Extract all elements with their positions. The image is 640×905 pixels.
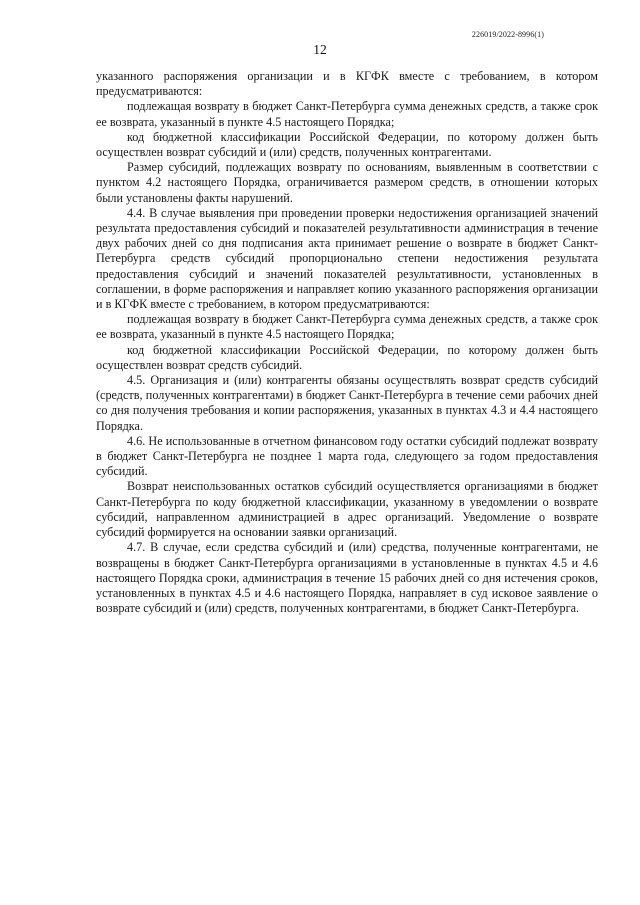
- paragraph-clause-4-5: 4.5. Организация и (или) контрагенты обязаны осуществлять возврат средств субсидий (средств, полученных контрагентами) в бюджет Санкт-Петербурга в течение семи рабочих дней со дня получения требования и копии распоряжения, указанных в пунктах 4.3 и 4.4 настоящего Порядка.: [96, 373, 598, 433]
- paragraph-unused-refund: Возврат неиспользованных остатков субсидий осуществляется организациями в бюджет Санкт-Петербурга по коду бюджетной классификации, указанному в уведомлении о возврате субсидий, направленном администрацией в адрес организаций. Уведомление о возврате субсидий формируется на основании заявки организаций.: [96, 479, 598, 540]
- paragraph-clause-4-7: 4.7. В случае, если средства субсидий и (или) средства, полученные контрагентами, не возвращены в бюджет Санкт-Петербурга организациями в установленные в пунктах 4.5 и 4.6 настоящего Порядка сроки, администрация в течение 15 рабочих дней со дня истечения сроков, установленных в пунктах 4.5 и 4.6 настоящего Порядка, направляет в суд исковое заявление о возврате субсидий и (или) средств, полученных контрагентами, в бюджет Санкт-Петербурга.: [96, 540, 598, 616]
- paragraph-budget-code-2: код бюджетной классификации Российской Федерации, по которому должен быть осуществлен возврат средств субсидий.: [96, 342, 598, 372]
- document-body: [96, 69, 598, 616]
- paragraph-budget-code: код бюджетной классификации Российской Федерации, по которому должен быть осуществлен возврат субсидий и (или) средств, полученных контрагентами.: [96, 129, 598, 160]
- paragraph-clause-4-4: 4.4. В случае выявления при проведении проверки недостижения организацией значений результата предоставления субсидий и показателей результативности администрация в течение двух рабочих дней со дня подписания акта принимает решение о возврате в бюджет Санкт-Петербурга средств субсидий пропорционально степени недостижения результата предоставления субсидий и значений показателей результативности, установленных в соглашении, в форме распоряжения и направляет копию указанного распоряжения организации и в КГФК вместе с требованием, в котором предусматриваются:: [96, 205, 598, 312]
- paragraph-refund-amount: подлежащая возврату в бюджет Санкт-Петербурга сумма денежных средств, а также срок ее возврата, указанный в пункте 4.5 настоящего Порядка;: [96, 99, 598, 129]
- page-number: 12: [313, 42, 327, 57]
- paragraph-continuation: указанного распоряжения организации и в КГФК вместе с требованием, в котором предусматриваются:: [96, 69, 598, 99]
- paragraph-clause-4-6: 4.6. Не использованные в отчетном финансовом году остатки субсидий подлежат возврату в бюджет Санкт-Петербурга не позднее 1 марта года, следующего за годом предоставления субсидий.: [96, 433, 598, 479]
- document-id: 226019/2022-8996(1): [471, 30, 544, 39]
- paragraph-subsidy-size: Размер субсидий, подлежащих возврату по основаниям, выявленным в соответствии с пунктом 4.2 настоящего Порядка, ограничивается размером средств, в отношении которых были установлены факты нарушений.: [96, 160, 598, 205]
- paragraph-refund-amount-2: подлежащая возврату в бюджет Санкт-Петербурга сумма денежных средств, а также срок ее возврата, указанный в пункте 4.5 настоящего Порядка;: [96, 312, 598, 342]
